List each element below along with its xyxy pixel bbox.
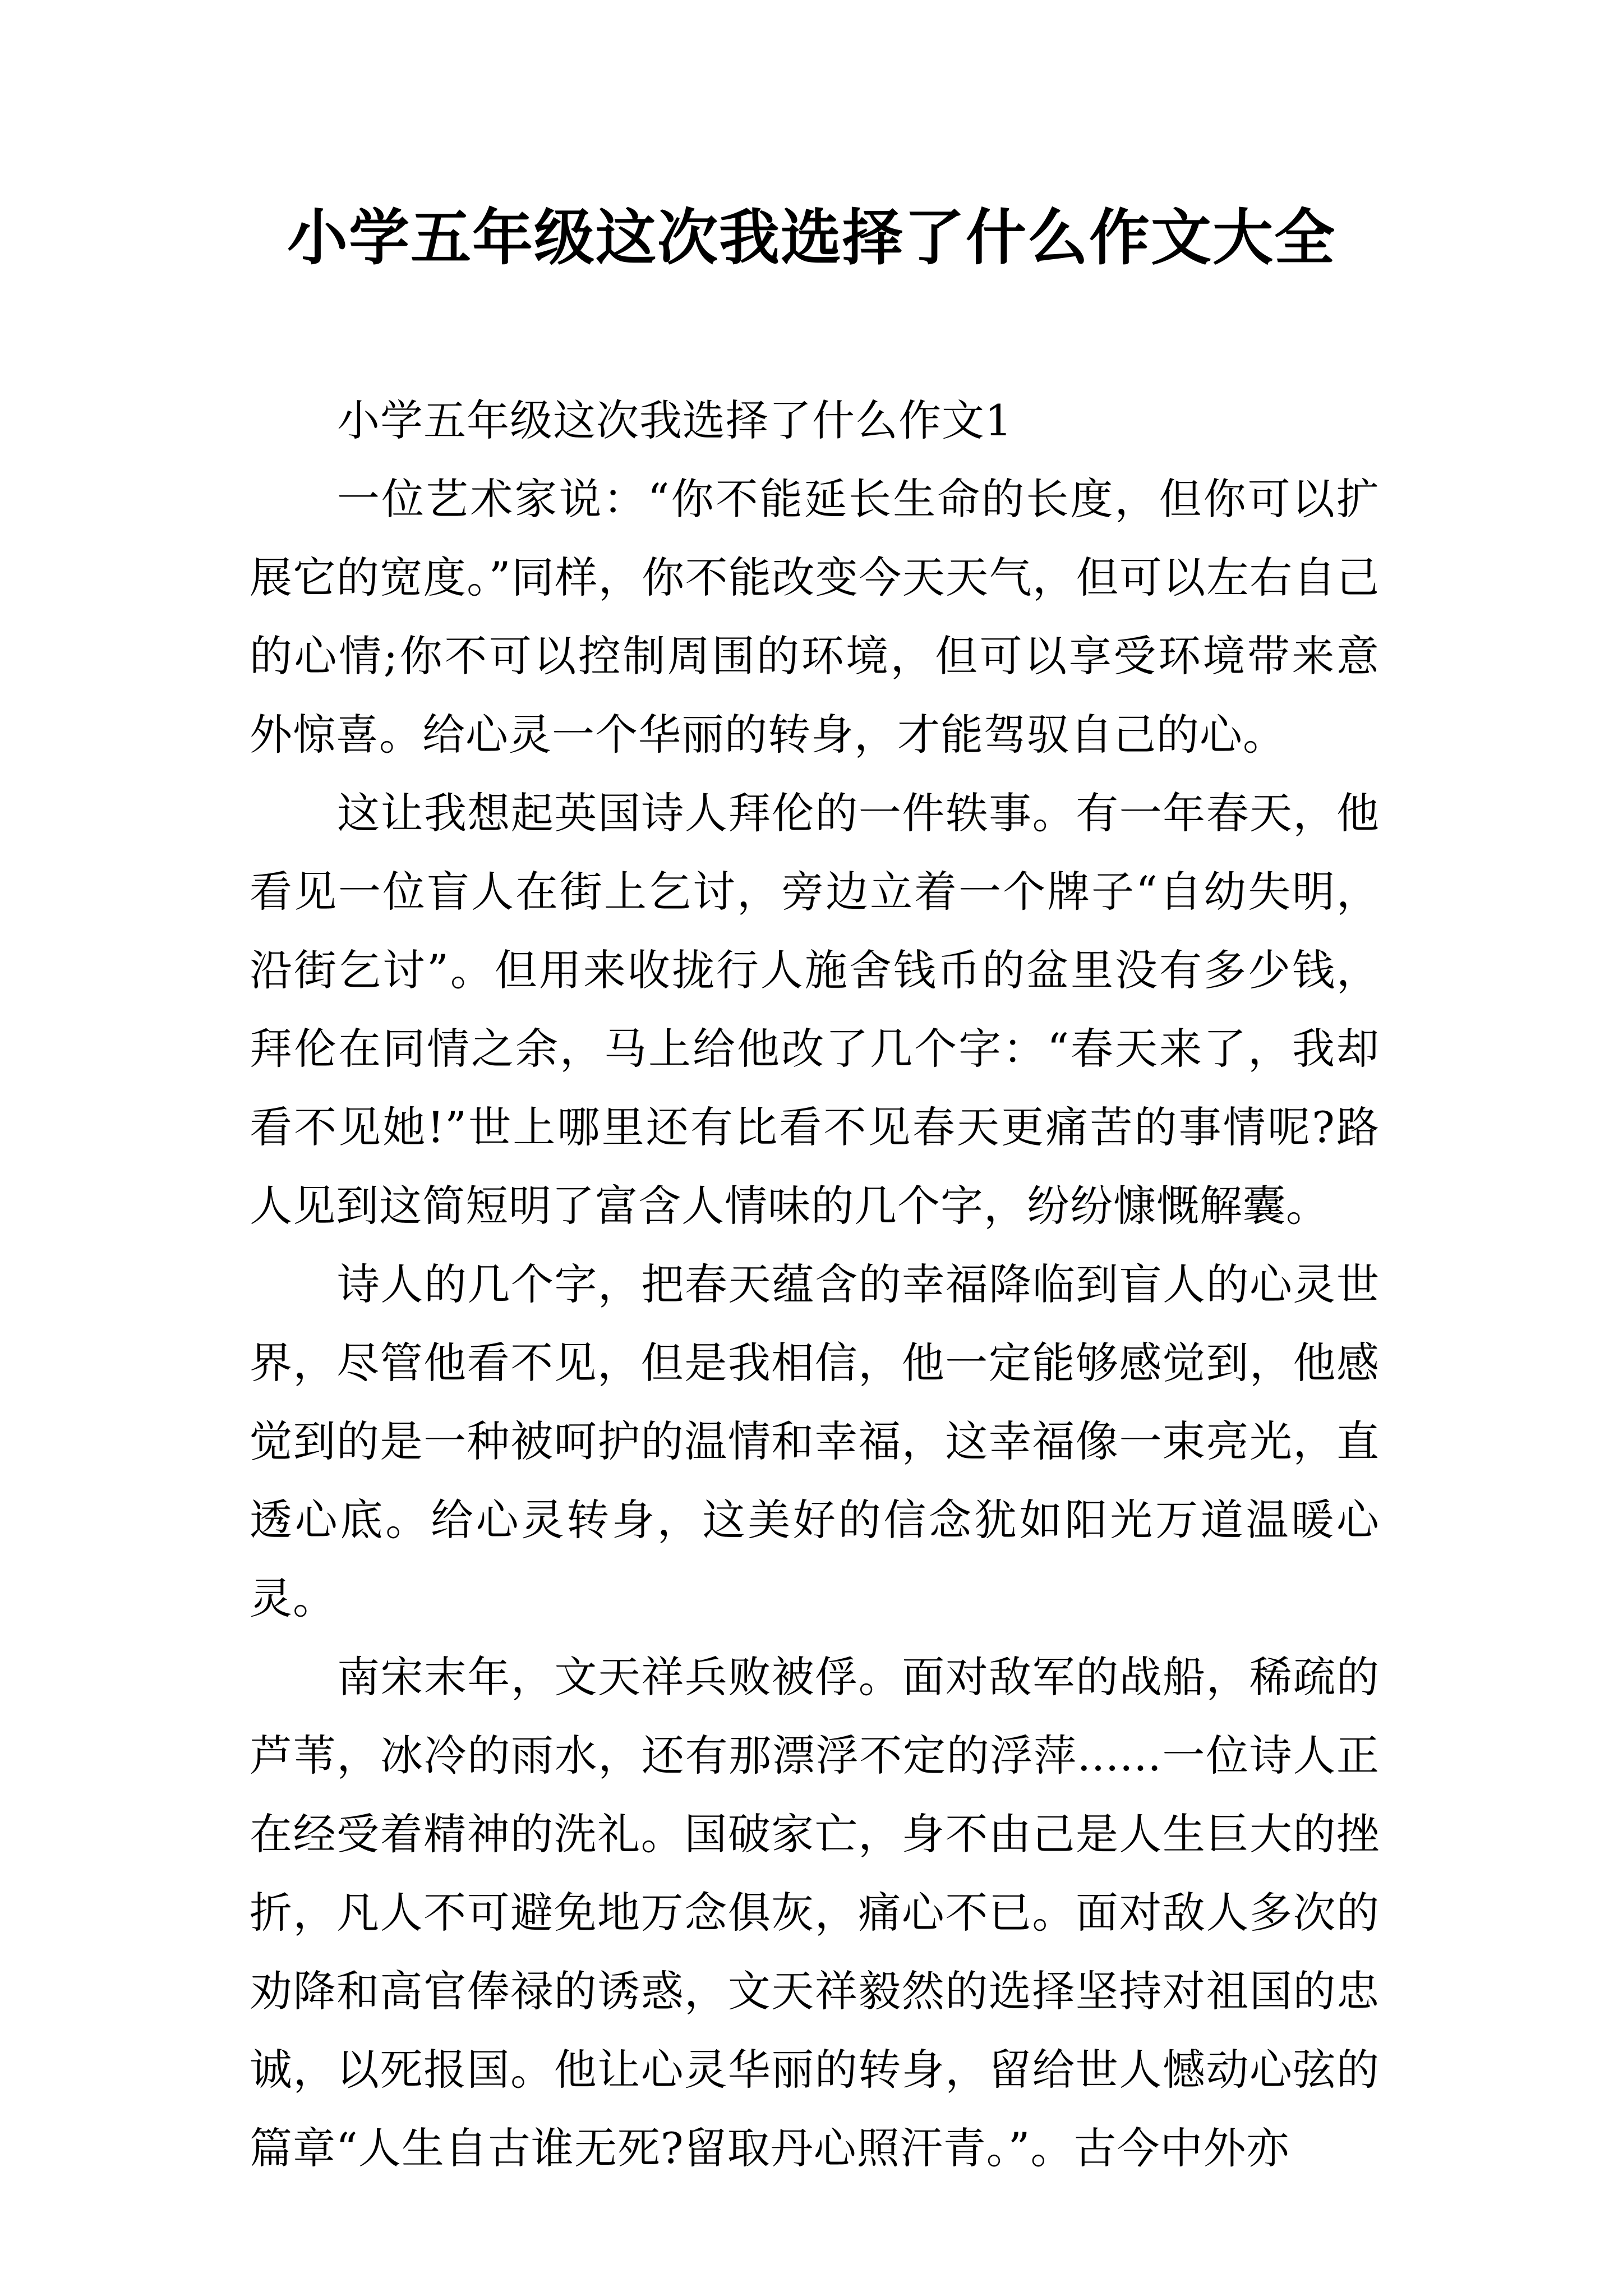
paragraph: 诗人的几个字，把春天蕴含的幸福降临到盲人的心灵世界，尽管他看不见，但是我相信，他一定能够感觉到，他感觉到的是一种被呵护的温情和幸福，这幸福像一束亮光，直透心底。给心灵转身，这美好的信念犹如阳光万道温暖心灵。	[250, 1259, 1380, 1623]
document-title: 小学五年级这次我选择了什么作文大全	[287, 203, 1336, 273]
paragraph: 这让我想起英国诗人拜伦的一件轶事。有一年春天，他看见一位盲人在街上乞讨，旁边立着一个牌子“自幼失明，沿街乞讨”。但用来收拢行人施舍钱币的盆里没有多少钱，拜伦在同情之余，马上给他改了几个字：“春天来了，我却看不见她!”世上哪里还有比看不见春天更痛苦的事情呢?路人见到这简短明了富含人情味的几个字，纷纷慷慨解囊。	[250, 788, 1380, 1231]
paragraph: 南宋末年，文天祥兵败被俘。面对敌军的战船，稀疏的芦苇，冰冷的雨水，还有那漂浮不定的浮萍......一位诗人正在经受着精神的洗礼。国破家亡，身不由己是人生巨大的挫折，凡人不可避免地万念俱灰，痛心不已。面对敌人多次的劝降和高官俸禄的诱惑，文天祥毅然的选择坚持对祖国的忠诚，以死报国。他让心灵华丽的转身，留给世人憾动心弦的篇章“人生自古谁无死?留取丹心照汗青。”。古今中外亦	[250, 1652, 1380, 2173]
document-body	[250, 381, 1380, 2188]
paragraph: 一位艺术家说：“你不能延长生命的长度，但你可以扩展它的宽度。”同样，你不能改变今天天气，但可以左右自己的心情;你不可以控制周围的环境，但可以享受环境带来意外惊喜。给心灵一个华丽的转身，才能驾驭自己的心。	[250, 474, 1380, 760]
section-heading: 小学五年级这次我选择了什么作文1	[337, 395, 1013, 445]
